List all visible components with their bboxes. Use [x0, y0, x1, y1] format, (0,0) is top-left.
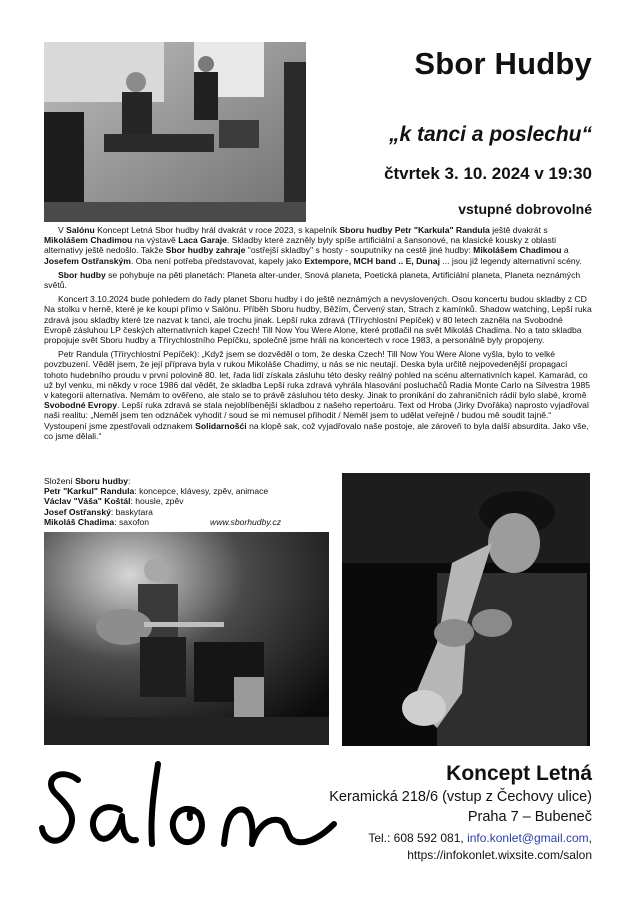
paragraph-concert: Koncert 3.10.2024 bude pohledem do řady planet Sboru hudby i do ještě neznámých a nevyslovených. Osou koncertu budou skladby z CD Na stolku v herně, které je ke koupi přímo v Salónu. Příběh Sboru hudby, Běžím, Červený stan, Strach z kamínků. Shadow watching, Lepší ruka zdravá jsou skladby které lze nazvat k tanci, ale trochu jinak. Lepší ruka zdravá (Třírychlostní Pepíček) v 80 letech zazněla na Svobodné Evropě zásluhou LP českých alternativních kapel Czech! Till Now You Were Alone, které protlačil na svět Mikoláš Chadima. No a tato skladba propojuje svět Sboru hudby a Třírychlostního Pepíčku, společně jsme hráli na koncertech v roce 1983, a personálně byly propojeny.: [44, 294, 592, 346]
venue-address: Keramická 218/6 (vstup z Čechovy ulice): [329, 789, 592, 805]
saxophonist-photo: [342, 473, 590, 746]
event-subtitle: „k tanci a poslechu“: [388, 123, 592, 146]
venue-city: Praha 7 – Bubeneč: [467, 809, 592, 825]
venue-name: Koncept Letná: [446, 762, 592, 785]
lineup-member: Mikoláš Chadima: saxofon: [44, 516, 150, 527]
band-lineup: [44, 476, 334, 527]
lineup-member: Josef Ostřanský: baskytara: [44, 506, 153, 517]
lineup-member: Petr "Karkul" Randula: koncepce, klávesy, zpěv, animace: [44, 486, 269, 497]
lineup-member: Václav "Váša" Koštál: housle, zpěv: [44, 496, 184, 507]
paragraph-intro: V Salónu Koncept Letná Sbor hudby hrál dvakrát v roce 2023, s kapelník Sboru hudby Petr "Karkula" Randula ještě dvakrát s Mikolášem Chadimou na výstavě Laca Garaje. Skladby které zazněly byly spíše artificiální a šansonové, na klasické kousky z oblasti alternativy ještě nedošlo. Takže Sbor hudby zahraje "ostřejší skladby" s hosty - souputníky na cestě jiné hudby: Mikolášem Chadimou a Josefem Ostřanským. Oba není potřeba představovat, kapely jako Extempore, MCH band .. E, Dunaj ... jsou již legendy alternativní scény.: [44, 225, 582, 266]
event-title: Sbor Hudby: [414, 46, 592, 81]
salon-logo: [38, 760, 338, 865]
paragraph-planets: Sbor hudby se pohybuje na pěti planetách: Planeta alter-under, Snová planeta, Poetická planeta, Artificiální planeta, Planeta neznámých světů.: [44, 269, 581, 291]
guitarist-photo: [44, 532, 329, 745]
band-photo: [44, 42, 306, 222]
paragraph-quote: Petr Randula (Třírychlostní Pepíček): „Když jsem se dozvěděl o tom, že deska Czech! Till Now You Were Alone vyšla, bylo to velké povzbuzení. Věděl jsem, že její příprava byla v rukou Mikoláše Chadimy, u nás se nic neutají. Deska byla určitě nejpovedenější propagací tohoto hudebního proudu v první polovině 80. let, řada lidí získala zásluhu této desky reálný pohled na scénu alternativních kapel. Kamarád, co už byl venku, mi někdy v roce 1986 dal vědět, že skladba Lepší ruka zdravá vyhrála hlasování posluchačů Radia Monte Carlo na Silvestra 1985 v kategorii alternativa. Nemám to ověřeno, ale stalo se to právě zásluhou této desky. Jinak to pronikání do zahraničních rádií bylo slabé, kromě Svobodné Evropy. Lepší ruka zdravá se stala nejoblíbenější skladbou z našeho repertoáru. Text od Hroba (Jirky Dvořáka) naprosto vyjadřoval naši realitu: „Neměl jsem ten odznáček vyhodit / soud se mi nemusel přihodit / Neměl jsem to udělat veřejně / budou mě soudit tajně.“ Vystoupení jsme zpestřovali odznakem Solidarnošći na klopě sak, což vyjadřovalo naše postoje, ale zároveň to byla další absurdita. Jako vše, co jsme dělali.“: [44, 349, 591, 441]
venue-email-link[interactable]: info.konlet@gmail.com: [467, 831, 589, 845]
venue-contact: Tel.: 608 592 081, info.konlet@gmail.com,: [368, 831, 592, 845]
band-website-link[interactable]: www.sborhudby.cz: [210, 516, 282, 527]
venue-info: [300, 761, 592, 863]
venue-website-link[interactable]: https://infokonlet.wixsite.com/salon: [407, 848, 592, 862]
lineup-heading: Složení Sboru hudby:: [44, 476, 131, 486]
event-datetime: čtvrtek 3. 10. 2024 v 19:30: [384, 164, 592, 183]
venue-phone: Tel.: 608 592 081,: [368, 831, 468, 845]
entry-fee: vstupné dobrovolné: [458, 201, 592, 217]
event-description: [44, 225, 592, 441]
